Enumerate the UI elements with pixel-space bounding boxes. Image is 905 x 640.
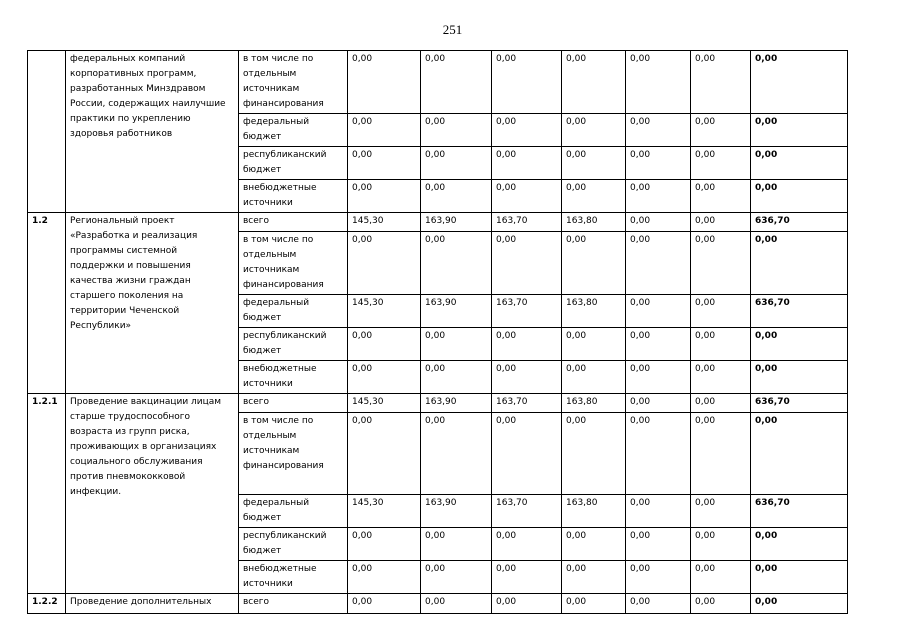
year-value: 163,80 bbox=[562, 394, 626, 413]
year-value: 0,00 bbox=[626, 361, 691, 394]
year-value: 0,00 bbox=[421, 51, 492, 114]
year-value: 0,00 bbox=[626, 495, 691, 528]
total-value: 0,00 bbox=[751, 528, 848, 561]
year-value: 0,00 bbox=[562, 561, 626, 594]
year-value: 0,00 bbox=[348, 528, 421, 561]
total-value: 0,00 bbox=[751, 147, 848, 180]
total-value: 0,00 bbox=[751, 594, 848, 614]
year-value: 0,00 bbox=[348, 561, 421, 594]
year-value: 0,00 bbox=[562, 180, 626, 213]
year-value: 0,00 bbox=[626, 561, 691, 594]
year-value: 0,00 bbox=[691, 594, 751, 614]
year-value: 0,00 bbox=[421, 328, 492, 361]
year-value: 0,00 bbox=[348, 361, 421, 394]
year-value: 0,00 bbox=[348, 114, 421, 147]
year-value: 0,00 bbox=[421, 561, 492, 594]
year-value: 163,70 bbox=[492, 295, 562, 328]
year-value: 163,80 bbox=[562, 213, 626, 232]
year-value: 0,00 bbox=[626, 180, 691, 213]
funding-source: в том числе по отдельным источникам финансирования bbox=[239, 51, 348, 114]
funding-source: всего bbox=[239, 394, 348, 413]
year-value: 163,90 bbox=[421, 213, 492, 232]
year-value: 0,00 bbox=[691, 361, 751, 394]
row-number bbox=[28, 51, 66, 213]
year-value: 163,70 bbox=[492, 213, 562, 232]
year-value: 145,30 bbox=[348, 295, 421, 328]
year-value: 163,80 bbox=[562, 295, 626, 328]
year-value: 0,00 bbox=[562, 114, 626, 147]
funding-source: федеральный бюджет bbox=[239, 114, 348, 147]
funding-source: республиканский бюджет bbox=[239, 328, 348, 361]
year-value: 0,00 bbox=[626, 528, 691, 561]
funding-source: внебюджетные источники bbox=[239, 361, 348, 394]
year-value: 0,00 bbox=[421, 413, 492, 495]
table-row bbox=[28, 51, 848, 114]
year-value: 0,00 bbox=[492, 413, 562, 495]
year-value: 0,00 bbox=[421, 114, 492, 147]
year-value: 145,30 bbox=[348, 394, 421, 413]
year-value: 0,00 bbox=[626, 295, 691, 328]
funding-source: в том числе по отдельным источникам финансирования bbox=[239, 413, 348, 495]
event-name: Проведение дополнительных bbox=[66, 594, 239, 614]
year-value: 163,90 bbox=[421, 394, 492, 413]
funding-source: федеральный бюджет bbox=[239, 495, 348, 528]
year-value: 0,00 bbox=[691, 295, 751, 328]
year-value: 0,00 bbox=[691, 114, 751, 147]
year-value: 0,00 bbox=[492, 561, 562, 594]
year-value: 0,00 bbox=[492, 361, 562, 394]
funding-source: республиканский бюджет bbox=[239, 147, 348, 180]
year-value: 0,00 bbox=[691, 413, 751, 495]
year-value: 0,00 bbox=[626, 328, 691, 361]
row-number: 1.2.1 bbox=[28, 394, 66, 594]
year-value: 0,00 bbox=[626, 51, 691, 114]
year-value: 163,70 bbox=[492, 394, 562, 413]
funding-source: в том числе по отдельным источникам финансирования bbox=[239, 232, 348, 295]
year-value: 0,00 bbox=[348, 232, 421, 295]
year-value: 0,00 bbox=[492, 147, 562, 180]
funding-source: внебюджетные источники bbox=[239, 561, 348, 594]
year-value: 0,00 bbox=[421, 594, 492, 614]
total-value: 636,70 bbox=[751, 495, 848, 528]
total-value: 0,00 bbox=[751, 51, 848, 114]
year-value: 145,30 bbox=[348, 495, 421, 528]
total-value: 636,70 bbox=[751, 213, 848, 232]
year-value: 0,00 bbox=[626, 147, 691, 180]
year-value: 0,00 bbox=[626, 114, 691, 147]
year-value: 0,00 bbox=[691, 328, 751, 361]
year-value: 0,00 bbox=[626, 394, 691, 413]
year-value: 0,00 bbox=[691, 213, 751, 232]
year-value: 0,00 bbox=[492, 594, 562, 614]
year-value: 163,90 bbox=[421, 495, 492, 528]
year-value: 0,00 bbox=[691, 495, 751, 528]
budget-table bbox=[27, 50, 848, 614]
funding-source: федеральный бюджет bbox=[239, 295, 348, 328]
year-value: 0,00 bbox=[348, 413, 421, 495]
table-row bbox=[28, 213, 848, 232]
year-value: 0,00 bbox=[348, 51, 421, 114]
year-value: 0,00 bbox=[691, 51, 751, 114]
year-value: 163,70 bbox=[492, 495, 562, 528]
event-name: федеральных компаний корпоративных программ, разработанных Минздравом России, содержащих наилучшие практики по укреплению здоровья работников bbox=[66, 51, 239, 213]
total-value: 0,00 bbox=[751, 180, 848, 213]
year-value: 0,00 bbox=[492, 528, 562, 561]
year-value: 163,80 bbox=[562, 495, 626, 528]
row-number: 1.2.2 bbox=[28, 594, 66, 614]
year-value: 0,00 bbox=[421, 232, 492, 295]
page-number: 251 bbox=[442, 22, 463, 37]
total-value: 0,00 bbox=[751, 361, 848, 394]
year-value: 0,00 bbox=[492, 232, 562, 295]
total-value: 636,70 bbox=[751, 394, 848, 413]
year-value: 0,00 bbox=[562, 528, 626, 561]
event-name: Региональный проект «Разработка и реализация программы системной поддержки и повышения качества жизни граждан старшего поколения на территории Чеченской Республики» bbox=[66, 213, 239, 394]
total-value: 0,00 bbox=[751, 561, 848, 594]
year-value: 0,00 bbox=[691, 147, 751, 180]
year-value: 0,00 bbox=[626, 232, 691, 295]
year-value: 0,00 bbox=[348, 180, 421, 213]
funding-source: республиканский бюджет bbox=[239, 528, 348, 561]
year-value: 0,00 bbox=[421, 180, 492, 213]
year-value: 0,00 bbox=[626, 213, 691, 232]
year-value: 0,00 bbox=[562, 594, 626, 614]
year-value: 0,00 bbox=[492, 114, 562, 147]
funding-source: внебюджетные источники bbox=[239, 180, 348, 213]
year-value: 0,00 bbox=[492, 180, 562, 213]
year-value: 0,00 bbox=[421, 528, 492, 561]
year-value: 0,00 bbox=[626, 413, 691, 495]
year-value: 0,00 bbox=[562, 51, 626, 114]
year-value: 0,00 bbox=[691, 394, 751, 413]
year-value: 0,00 bbox=[562, 361, 626, 394]
year-value: 0,00 bbox=[562, 232, 626, 295]
table-row bbox=[28, 594, 848, 614]
year-value: 0,00 bbox=[348, 594, 421, 614]
total-value: 636,70 bbox=[751, 295, 848, 328]
year-value: 0,00 bbox=[348, 147, 421, 180]
year-value: 0,00 bbox=[421, 361, 492, 394]
year-value: 0,00 bbox=[626, 594, 691, 614]
budget-table-body bbox=[28, 51, 848, 614]
total-value: 0,00 bbox=[751, 328, 848, 361]
year-value: 0,00 bbox=[691, 528, 751, 561]
year-value: 0,00 bbox=[492, 328, 562, 361]
funding-source: всего bbox=[239, 594, 348, 614]
total-value: 0,00 bbox=[751, 232, 848, 295]
year-value: 163,90 bbox=[421, 295, 492, 328]
year-value: 0,00 bbox=[691, 561, 751, 594]
year-value: 0,00 bbox=[562, 147, 626, 180]
event-name: Проведение вакцинации лицам старше трудоспособного возраста из групп риска, проживающих в организациях социального обслуживания против пневмококковой инфекции. bbox=[66, 394, 239, 594]
funding-source: всего bbox=[239, 213, 348, 232]
year-value: 0,00 bbox=[691, 180, 751, 213]
year-value: 0,00 bbox=[421, 147, 492, 180]
total-value: 0,00 bbox=[751, 413, 848, 495]
year-value: 0,00 bbox=[348, 328, 421, 361]
year-value: 0,00 bbox=[562, 328, 626, 361]
table-row bbox=[28, 394, 848, 413]
total-value: 0,00 bbox=[751, 114, 848, 147]
year-value: 0,00 bbox=[691, 232, 751, 295]
row-number: 1.2 bbox=[28, 213, 66, 394]
year-value: 0,00 bbox=[562, 413, 626, 495]
year-value: 145,30 bbox=[348, 213, 421, 232]
year-value: 0,00 bbox=[492, 51, 562, 114]
